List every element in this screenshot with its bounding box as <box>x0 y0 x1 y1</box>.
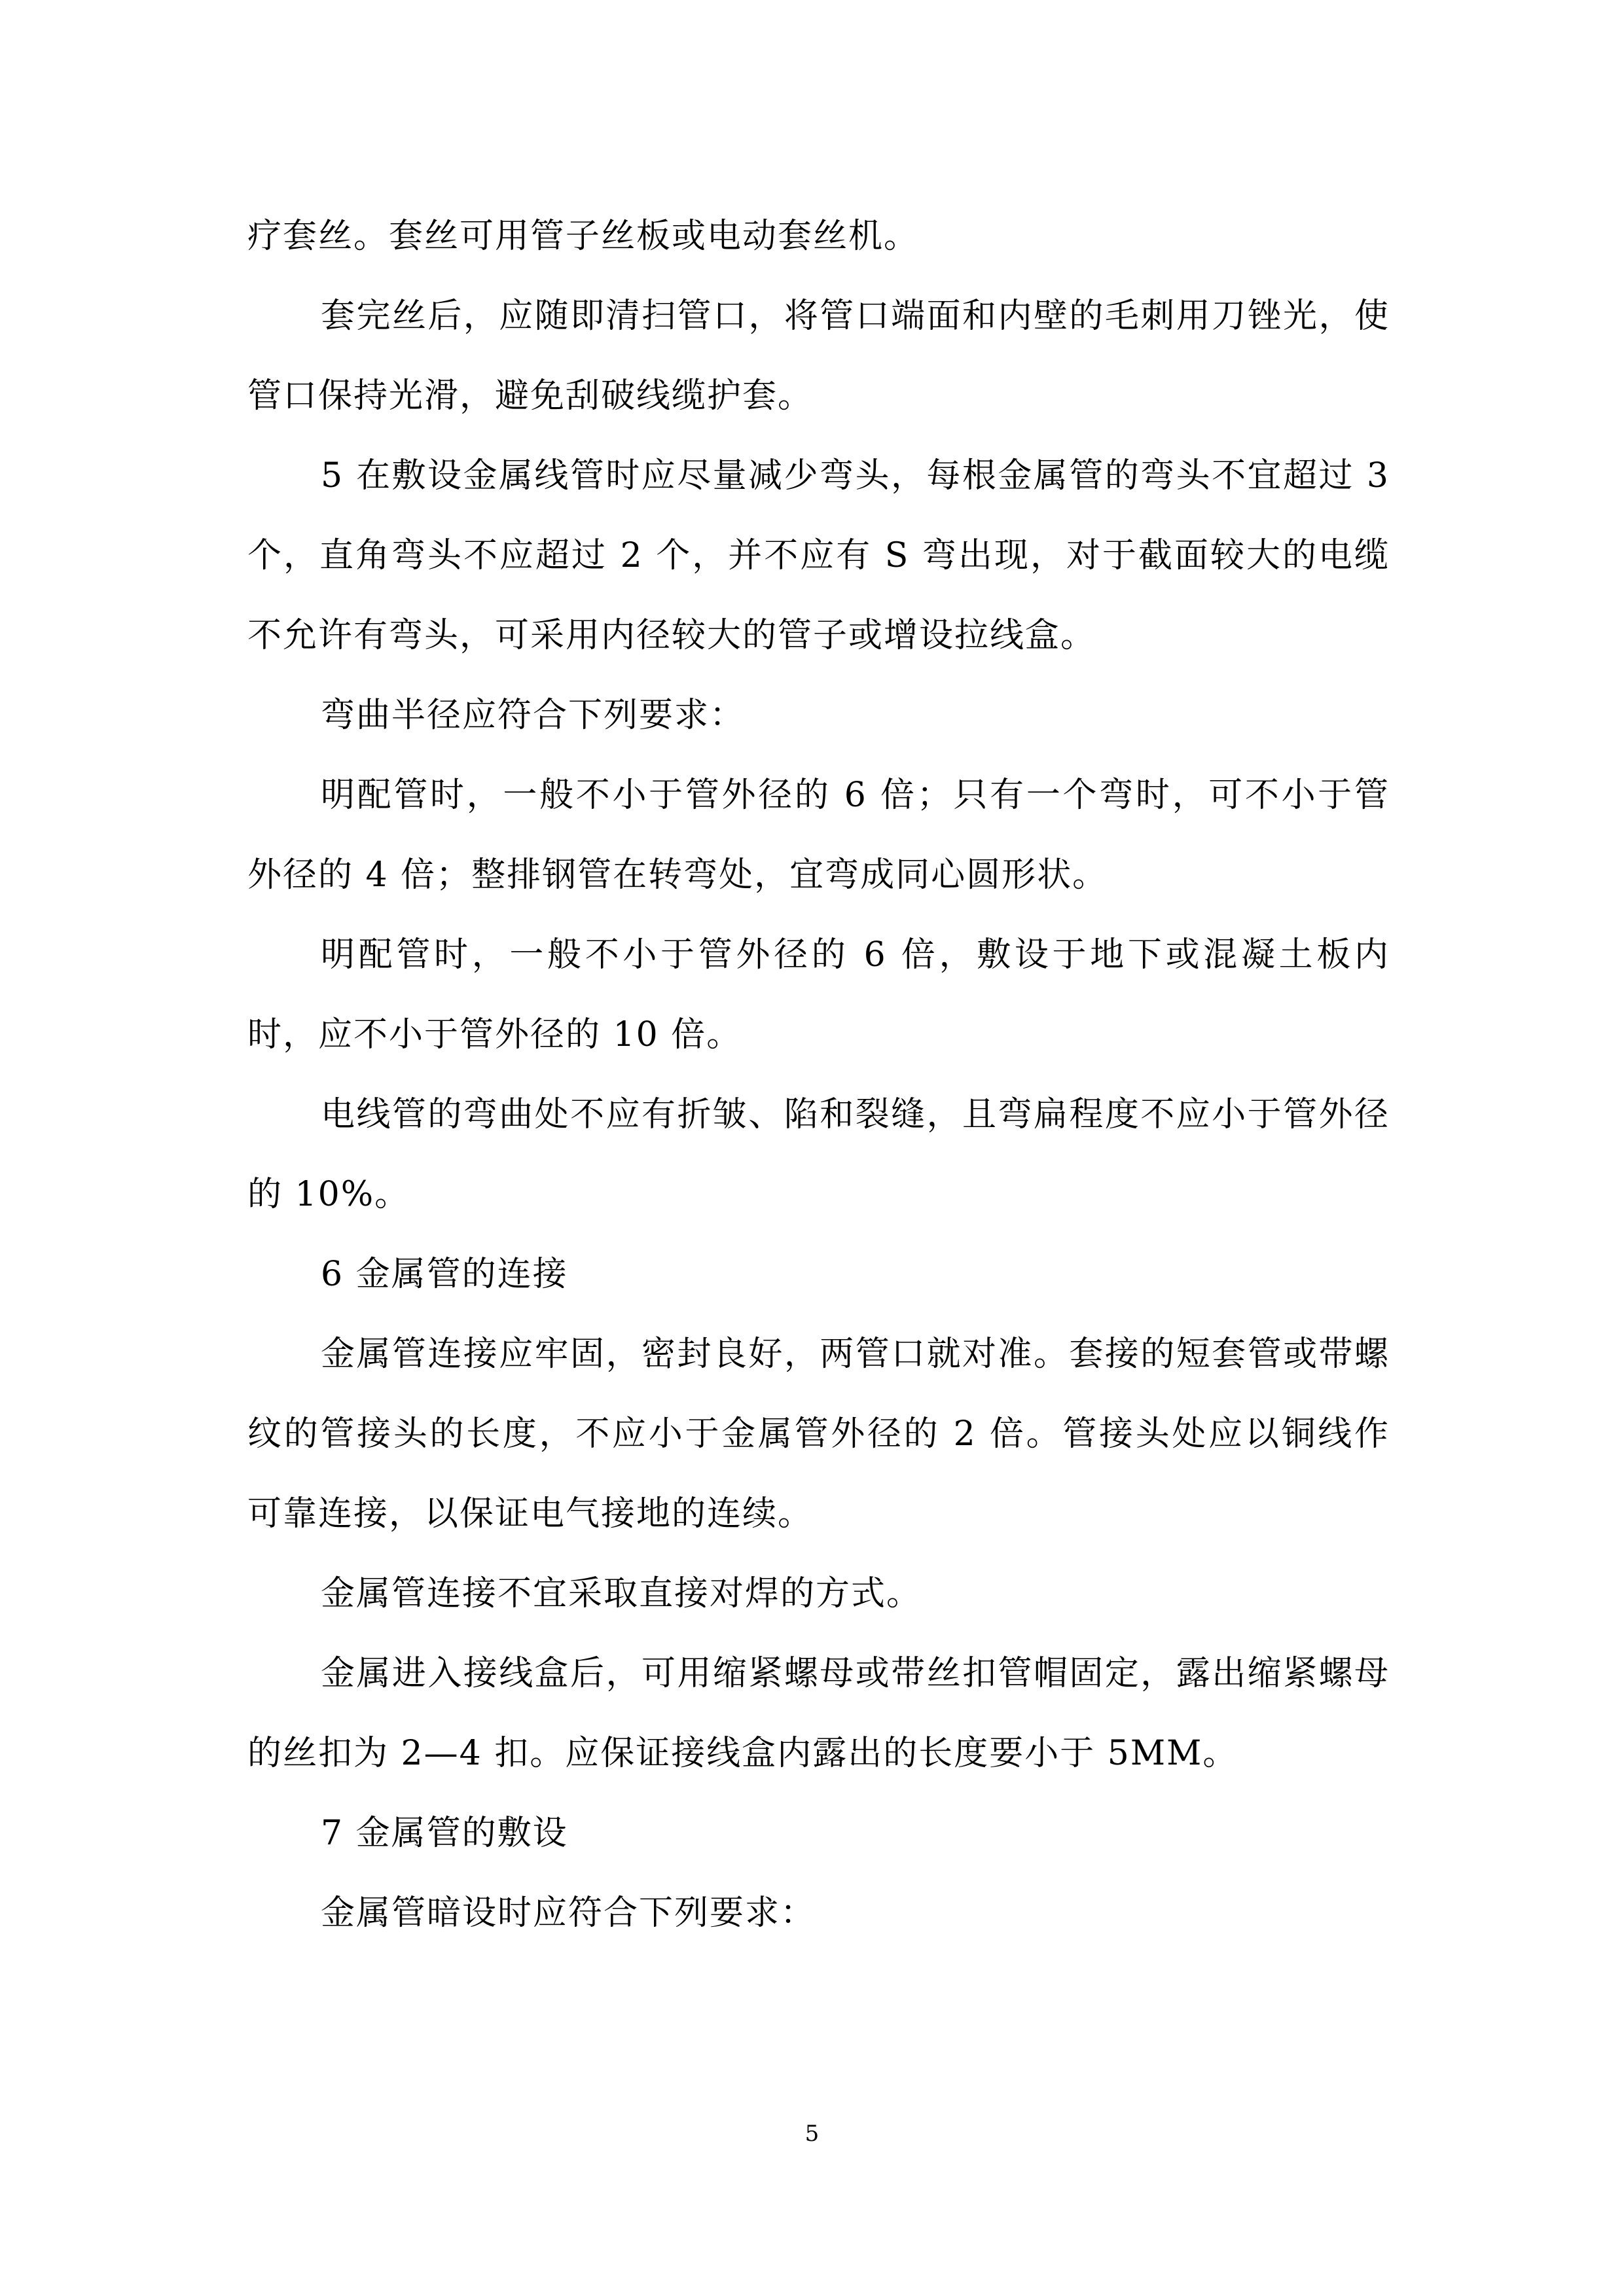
page-number: 5 <box>804 2121 820 2147</box>
paragraph: 电线管的弯曲处不应有折皱、陷和裂缝，且弯扁程度不应小于管外径的 10%。 <box>247 1095 1390 1214</box>
paragraph: 金属进入接线盒后，可用缩紧螺母或带丝扣管帽固定，露出缩紧螺母的丝扣为 2—4 扣。应保证接线盒内露出的长度要小于 5MM。 <box>247 1654 1390 1773</box>
paragraph: 金属管连接应牢固，密封良好，两管口就对准。套接的短套管或带螺纹的管接头的长度，不应小于金属管外径的 2 倍。管接头处应以铜线作可靠连接，以保证电气接地的连续。 <box>247 1335 1390 1534</box>
paragraph: 套完丝后，应随即清扫管口，将管口端面和内壁的毛刺用刀锉光，使管口保持光滑，避免刮破线缆护套。 <box>247 296 1390 416</box>
section-heading-6: 6 金属管的连接 <box>321 1255 568 1294</box>
paragraph: 明配管时，一般不小于管外径的 6 倍；只有一个弯时，可不小于管外径的 4 倍；整排钢管在转弯处，宜弯成同心圆形状。 <box>247 776 1390 895</box>
paragraph: 金属管连接不宜采取直接对焊的方式。 <box>321 1574 922 1613</box>
paragraph: 明配管时，一般不小于管外径的 6 倍，敷设于地下或混凝土板内时，应不小于管外径的 10 倍。 <box>247 935 1390 1054</box>
body-text <box>247 196 1390 1953</box>
paragraph-item-5: 5 在敷设金属线管时应尽量减少弯头，每根金属管的弯头不宜超过 3 个，直角弯头不应超过 2 个，并不应有 S 弯出现，对于截面较大的电缆不允许有弯头，可采用内径较大的管子或增设拉线盒。 <box>247 456 1390 655</box>
section-heading-7: 7 金属管的敷设 <box>321 1814 568 1853</box>
paragraph: 金属管暗设时应符合下列要求： <box>321 1893 816 1933</box>
paragraph-continuation: 疗套丝。套丝可用管子丝板或电动套丝机。 <box>247 217 920 256</box>
paragraph: 弯曲半径应符合下列要求： <box>321 696 746 735</box>
